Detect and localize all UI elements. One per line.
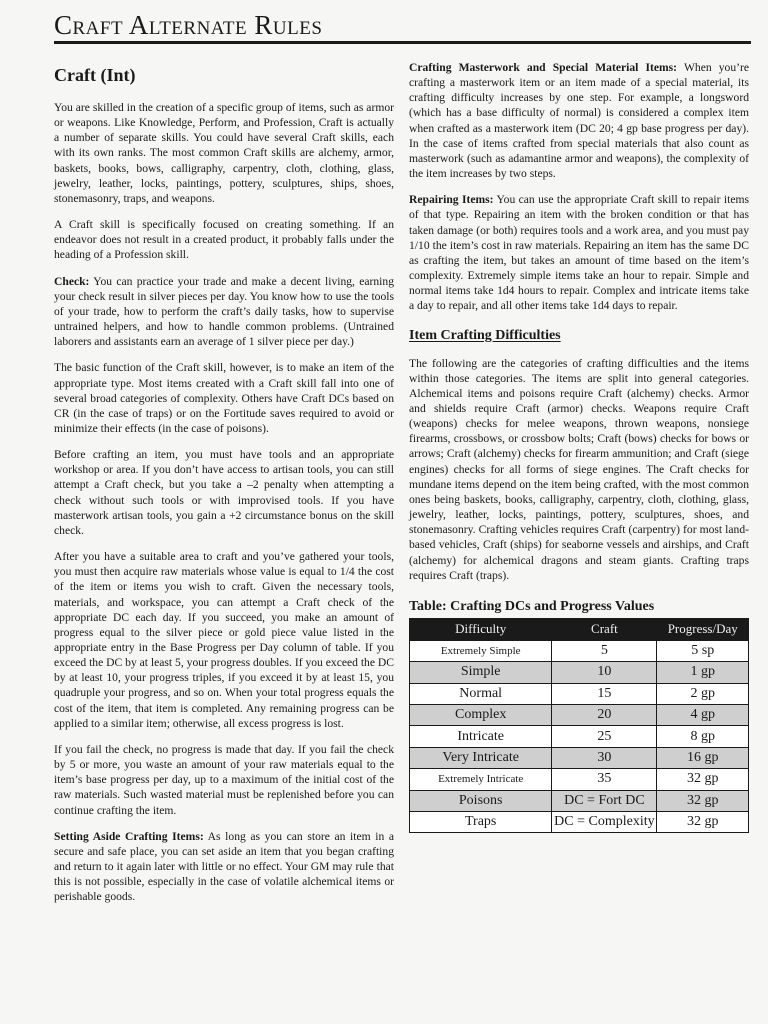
table-row xyxy=(410,640,749,661)
craft-dc-cell: 5 xyxy=(552,640,657,661)
section-heading: Craft (Int) xyxy=(54,65,136,85)
progress-cell: 5 sp xyxy=(657,640,749,661)
paragraph: The following are the categories of crafting difficulties and the items within those categories. The items are split into general categories. Alchemical items and poisons require Craft (alchemy) checks. Armor and shields require Craft (armor) checks. Weapons require Craft (weapons) checks for melee weapons, thrown weapons, nonsiege firearms, crossbows, or crossbow bolts; Craft (bows) checks for bows or arrows; Craft (alchemy) checks for firearm ammunition; and Craft (siege engines) checks for all forms of siege engines. The Craft checks for mundane items depend on the item being crafted, with the most common ones being baskets, books, calligraphy, carpentry, cloth, clothing, glass, jewelry, leather, locks, paintings, pottery, sculptures, shoes, and stonemasonry. Crafting vehicles requires Craft (carpentry) for most land-based vehicles, Craft (ships) for seaborne vessels and airships, and Craft (alchemy) for alchemical dragons and steam giants. Crafting traps requires Craft (traps). xyxy=(409,356,749,582)
table-row xyxy=(410,683,749,704)
craft-dc-cell: DC = Complexity xyxy=(552,811,657,832)
difficulty-cell: Poisons xyxy=(410,790,552,811)
progress-cell: 32 gp xyxy=(657,811,749,832)
setting-aside-paragraph xyxy=(54,829,394,905)
table-row xyxy=(410,811,749,832)
difficulty-cell: Simple xyxy=(410,662,552,683)
difficulty-cell: Very Intricate xyxy=(410,747,552,768)
paragraph: Before crafting an item, you must have tools and an appropriate workshop or area. If you don’t have access to artisan tools, you can still attempt a Craft check, but you take a –2 penalty when attempting a check without such tools or with improvised tools. If you have masterwork artisan tools, you gain a +2 circumstance bonus on the skill check. xyxy=(54,448,394,537)
progress-cell: 32 gp xyxy=(657,790,749,811)
table-row xyxy=(410,705,749,726)
paragraph: A Craft skill is specifically focused on creating something. If an endeavor does not result in a created product, it probably falls under the heading of a Profession skill. xyxy=(54,218,394,262)
paragraph-text: When you’re crafting a masterwork item or an item made of a special material, its crafting difficulty increases by one step. For example, a longsword (which has a base difficulty of normal) is considered a complex item when crafted as a masterwork item (DC 20; 4 gp base progress per day). In the case of items crafted from special materials that also count as masterwork (such as adamantine armor and weapons), the complexity of the item increases by two steps. xyxy=(409,61,750,181)
left-column xyxy=(54,60,394,916)
difficulty-cell: Complex xyxy=(410,705,552,726)
subsection-heading: Item Crafting Difficulties xyxy=(409,327,561,343)
masterwork-paragraph xyxy=(409,60,749,181)
column-header-craft: Craft xyxy=(552,618,657,640)
table-row xyxy=(410,769,749,790)
table-row xyxy=(410,747,749,768)
repairing-paragraph xyxy=(409,192,749,313)
craft-dc-cell: 25 xyxy=(552,726,657,747)
table-row xyxy=(410,726,749,747)
run-in-heading: Check: xyxy=(54,274,90,288)
craft-dc-cell: 35 xyxy=(552,769,657,790)
check-paragraph xyxy=(54,274,394,350)
difficulty-cell: Extremely Simple xyxy=(410,640,552,661)
craft-dc-cell: 30 xyxy=(552,747,657,768)
run-in-heading: Setting Aside Crafting Items: xyxy=(54,829,204,843)
craft-dc-cell: 20 xyxy=(552,705,657,726)
craft-dc-cell: DC = Fort DC xyxy=(552,790,657,811)
paragraph: The basic function of the Craft skill, however, is to make an item of the appropriate type. Most items created with a Craft skill fall into one of several broad categories of complexity. Others have Craft DCs based on CR (in the case of traps) or on the Fortitude saves required to avoid or minimize their effects (in the case of poisons). xyxy=(54,361,394,435)
progress-cell: 1 gp xyxy=(657,662,749,683)
paragraph: If you fail the check, no progress is made that day. If you fail the check by 5 or more, you waste an amount of your raw materials equal to the item’s base progress per day, up to a maximum of the initial cost of the raw materials. Such wasted material must be replenished before you can continue crafting the item. xyxy=(54,742,394,817)
difficulty-cell: Extremely Intricate xyxy=(410,769,552,790)
title-divider xyxy=(54,41,751,44)
difficulty-cell: Normal xyxy=(410,683,552,704)
paragraph-text: As long as you can store an item in a secure and safe place, you can set aside an item that you began crafting and return to it again later with little or no effect. Your GM may rule that this is not possible, especially in the case of volatile alchemical items or perishable goods. xyxy=(54,829,395,904)
table-caption: Table: Crafting DCs and Progress Values xyxy=(409,598,655,614)
table-row xyxy=(410,790,749,811)
right-column xyxy=(409,60,749,833)
craft-dc-cell: 15 xyxy=(552,683,657,704)
progress-cell: 8 gp xyxy=(657,726,749,747)
table-header-row xyxy=(410,618,749,640)
difficulty-cell: Intricate xyxy=(410,726,552,747)
column-header-progress: Progress/Day xyxy=(657,618,749,640)
column-header-difficulty: Difficulty xyxy=(410,618,552,640)
paragraph: You are skilled in the creation of a specific group of items, such as armor or weapons. Like Knowledge, Perform, and Profession, Craft is actually a number of separate skills. You could have several Craft skills, each with its own ranks. The most common Craft skills are alchemy, armor, baskets, books, bows, calligraphy, carpentry, cloth, clothing, glass, jewelry, leather, locks, paintings, pottery, sculptures, ships, shoes, stonemasonry, traps, and weapons. xyxy=(54,101,394,205)
table-row xyxy=(410,662,749,683)
paragraph-text: You can use the appropriate Craft skill to repair items of that type. Repairing an item with the broken condition or that has taken damage (or both) requires tools and a work area, and you must pay 1/10 the item’s cost in raw materials. Repairing an item has the same DC as crafting the item, but takes an amount of time based on the item’s complexity. Extremely simple items take an hour to repair. Simple and normal items take 1d4 hours to repair. Complex and intricate items take a day to repair, and all other items take 1d4 days to repair. xyxy=(409,193,749,313)
difficulty-cell: Traps xyxy=(410,811,552,832)
crafting-dc-table xyxy=(409,618,749,834)
craft-dc-cell: 10 xyxy=(552,662,657,683)
run-in-heading: Repairing Items: xyxy=(409,193,494,207)
run-in-heading: Crafting Masterwork and Special Material Items: xyxy=(409,61,678,74)
paragraph-text: You can practice your trade and make a decent living, earning your check result in silver pieces per day. You know how to use the tools of your trade, how to perform the craft’s daily tasks, how to supervise untrained helpers, and how to handle common problems. (Untrained laborers and assistants earn an average of 1 silver piece per day.) xyxy=(54,274,394,349)
page-title: Craft Alternate Rules xyxy=(54,10,323,40)
progress-cell: 4 gp xyxy=(657,705,749,726)
progress-cell: 2 gp xyxy=(657,683,749,704)
progress-cell: 16 gp xyxy=(657,747,749,768)
paragraph: After you have a suitable area to craft and you’ve gathered your tools, you must then acquire raw materials whose value is equal to 1/4 the cost of the item or items you wish to craft. Given the necessary tools, materials, and workspace, you can attempt a Craft check of the appropriate DC each day. If you succeed, you make an amount of progress equal to the silver piece or gold piece value listed in the appropriate entry in the Base Progress per Day column of table. If you exceed the DC by at least 5, your progress doubles. If you exceed the DC by at least 10, your progress triples, if you exceed it by at least 15, you quadruple your progress, and so on. When your total progress equals the cost of the item, that item is completed. Any remaining progress can be applied to a similar item; otherwise, all excess progress is lost. xyxy=(54,550,394,730)
progress-cell: 32 gp xyxy=(657,769,749,790)
